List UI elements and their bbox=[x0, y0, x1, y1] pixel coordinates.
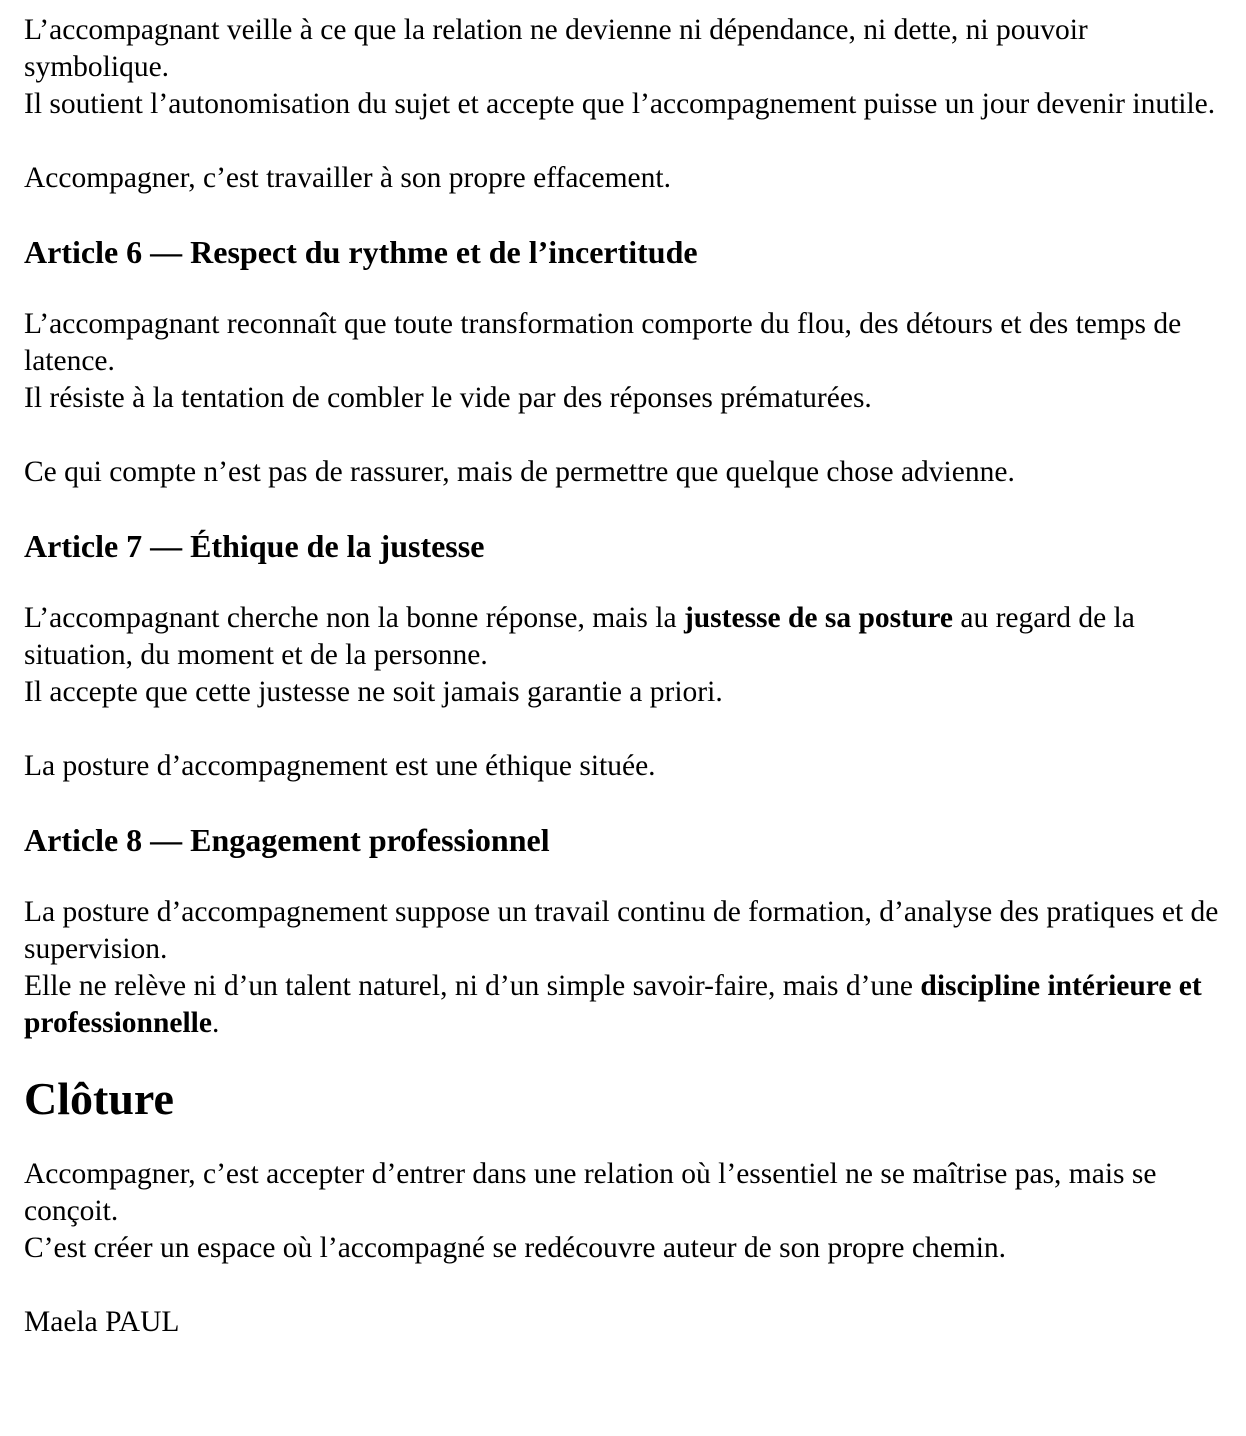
article-8-heading: Article 8 — Engagement professionnel bbox=[24, 822, 550, 858]
article-6-line-1: L’accompagnant reconnaît que toute transformation comporte du flou, des détours et des temps de latence. bbox=[24, 308, 1182, 377]
signature-block bbox=[24, 1304, 1222, 1341]
intro-paragraph bbox=[24, 12, 1222, 123]
author-signature: Maela PAUL bbox=[24, 1306, 180, 1338]
closing-paragraph bbox=[24, 1156, 1222, 1267]
article-6-line-2: Il résiste à la tentation de combler le vide par des réponses prématurées. bbox=[24, 382, 872, 414]
article-7-text-pre: L’accompagnant cherche non la bonne réponse, mais la bbox=[24, 602, 684, 634]
article-8-text-pre: Elle ne relève ni d’un talent naturel, ni d’un simple savoir-faire, mais d’une bbox=[24, 970, 921, 1002]
closing-line-1: Accompagner, c’est accepter d’entrer dans une relation où l’essentiel ne se maîtrise pas, mais se conçoit. bbox=[24, 1158, 1157, 1227]
article-6-conclusion-text: Ce qui compte n’est pas de rassurer, mais de permettre que quelque chose advienne. bbox=[24, 456, 1015, 488]
article-7-bold-text: justesse de sa posture bbox=[683, 602, 954, 634]
closing-heading: Clôture bbox=[24, 1073, 174, 1124]
article-8-text-post: . bbox=[211, 1007, 220, 1039]
article-8-paragraph bbox=[24, 894, 1222, 1042]
article-6-paragraph bbox=[24, 306, 1222, 417]
article-7-line-1 bbox=[24, 600, 1222, 674]
article-7-conclusion bbox=[24, 748, 1222, 785]
article-8-line-1: La posture d’accompagnement suppose un travail continu de formation, d’analyse des pratiques et de supervision. bbox=[24, 896, 1219, 965]
closing-line-2: C’est créer un espace où l’accompagné se redécouvre auteur de son propre chemin. bbox=[24, 1232, 1007, 1264]
article-8-bold-text: discipline intérieure et professionnelle bbox=[24, 970, 1202, 1039]
article-7-paragraph bbox=[24, 600, 1222, 711]
intro-line-1: L’accompagnant veille à ce que la relation ne devienne ni dépendance, ni dette, ni pouvoir symbolique. bbox=[24, 14, 1088, 83]
article-7-heading: Article 7 — Éthique de la justesse bbox=[24, 528, 485, 564]
article-7-conclusion-text: La posture d’accompagnement est une éthique située. bbox=[24, 750, 656, 782]
intro-conclusion-text: Accompagner, c’est travailler à son propre effacement. bbox=[24, 162, 671, 194]
article-8-line-2 bbox=[24, 968, 1222, 1042]
article-7-line-2: Il accepte que cette justesse ne soit jamais garantie a priori. bbox=[24, 676, 723, 708]
article-6-conclusion bbox=[24, 454, 1222, 491]
article-7-text-post: au regard de la situation, du moment et de la personne. bbox=[24, 602, 1135, 671]
article-6-heading: Article 6 — Respect du rythme et de l’incertitude bbox=[24, 234, 698, 270]
intro-conclusion bbox=[24, 160, 1222, 197]
intro-line-2: Il soutient l’autonomisation du sujet et accepte que l’accompagnement puisse un jour devenir inutile. bbox=[24, 88, 1216, 120]
